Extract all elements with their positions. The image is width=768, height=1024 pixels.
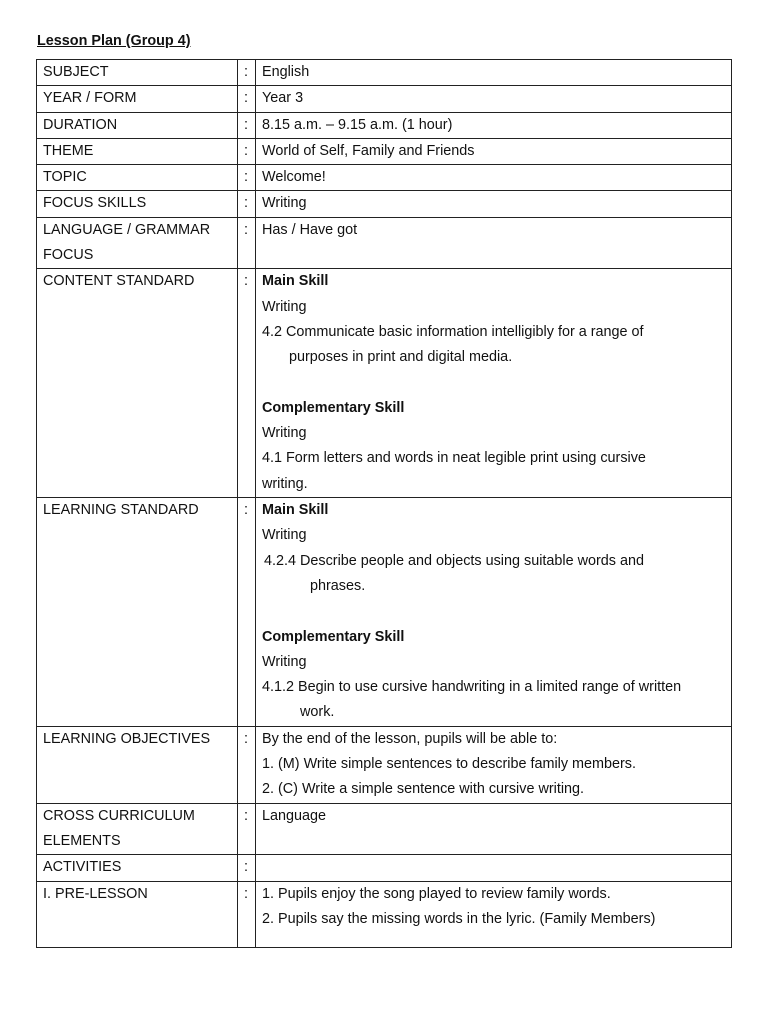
value-focus-skills: Writing [256, 191, 732, 217]
complementary-skill-name: Writing [262, 425, 307, 442]
complementary-standard-text: 4.1 Form letters and words in neat legible print using cursive [262, 450, 646, 467]
main-skill-heading: Main Skill [262, 502, 329, 519]
table-row-year-form [37, 86, 732, 112]
table-row-cross-curriculum [37, 803, 732, 855]
value-activities [256, 855, 732, 881]
colon-separator: : [238, 803, 256, 855]
colon-separator: : [238, 60, 256, 86]
colon-separator: : [238, 112, 256, 138]
colon-separator: : [238, 86, 256, 112]
colon-separator: : [238, 165, 256, 191]
table-row-subject [37, 60, 732, 86]
label-year-form: YEAR / FORM [37, 86, 238, 112]
lesson-plan-table [36, 59, 732, 948]
table-row-activities [37, 855, 732, 881]
value-grammar-focus: Has / Have got [256, 217, 732, 269]
spacer [262, 599, 725, 624]
value-cross-curriculum: Language [256, 803, 732, 855]
table-row-focus-skills [37, 191, 732, 217]
table-row-topic [37, 165, 732, 191]
label-theme: THEME [37, 138, 238, 164]
colon-separator: : [238, 726, 256, 803]
colon-separator: : [238, 498, 256, 727]
label-line: FOCUS [43, 247, 94, 264]
label-topic: TOPIC [37, 165, 238, 191]
label-duration: DURATION [37, 112, 238, 138]
value-learning-standard [256, 498, 732, 727]
value-topic: Welcome! [256, 165, 732, 191]
value-content-standard [256, 269, 732, 498]
table-row-theme [37, 138, 732, 164]
value-subject: English [256, 60, 732, 86]
main-standard-text-cont: phrases. [310, 577, 366, 594]
label-line: CROSS CURRICULUM [43, 807, 195, 824]
objectives-intro: By the end of the lesson, pupils will be able to: [262, 730, 558, 747]
label-subject: SUBJECT [37, 60, 238, 86]
colon-separator: : [238, 881, 256, 948]
colon-separator: : [238, 269, 256, 498]
value-learning-objectives [256, 726, 732, 803]
label-learning-standard: LEARNING STANDARD [37, 498, 238, 727]
value-duration: 8.15 a.m. – 9.15 a.m. (1 hour) [256, 112, 732, 138]
complementary-skill-heading: Complementary Skill [262, 628, 405, 645]
label-cross-curriculum [37, 803, 238, 855]
pre-lesson-step: 1. Pupils enjoy the song played to review family words. [262, 885, 611, 902]
spacer [262, 371, 725, 396]
table-row-learning-objectives [37, 726, 732, 803]
label-focus-skills: FOCUS SKILLS [37, 191, 238, 217]
complementary-standard-text-cont: writing. [262, 475, 308, 492]
label-activities: ACTIVITIES [37, 855, 238, 881]
document-title: Lesson Plan (Group 4) [37, 33, 191, 49]
main-standard-text-cont: purposes in print and digital media. [289, 349, 513, 366]
label-content-standard: CONTENT STANDARD [37, 269, 238, 498]
table-row-learning-standard [37, 498, 732, 727]
colon-separator: : [238, 855, 256, 881]
label-line: ELEMENTS [43, 832, 121, 849]
value-year-form: Year 3 [256, 86, 732, 112]
objective-item: 2. (C) Write a simple sentence with cursive writing. [262, 781, 585, 798]
value-theme: World of Self, Family and Friends [256, 138, 732, 164]
colon-separator: : [238, 191, 256, 217]
complementary-standard-text: 4.1.2 Begin to use cursive handwriting in a limited range of written [262, 679, 682, 696]
table-row-duration [37, 112, 732, 138]
main-standard-text: 4.2 Communicate basic information intelligibly for a range of [262, 323, 644, 340]
main-skill-heading: Main Skill [262, 273, 329, 290]
label-line: LANGUAGE / GRAMMAR [43, 221, 211, 238]
spacer [262, 932, 725, 947]
main-standard-text: 4.2.4 Describe people and objects using suitable words and [264, 552, 644, 569]
complementary-skill-name: Writing [262, 653, 307, 670]
table-row-content-standard [37, 269, 732, 498]
complementary-skill-heading: Complementary Skill [262, 399, 405, 416]
table-row-pre-lesson [37, 881, 732, 948]
table-row-grammar-focus [37, 217, 732, 269]
colon-separator: : [238, 217, 256, 269]
colon-separator: : [238, 138, 256, 164]
complementary-standard-text-cont: work. [300, 704, 335, 721]
main-skill-name: Writing [262, 298, 307, 315]
label-grammar-focus [37, 217, 238, 269]
label-learning-objectives: LEARNING OBJECTIVES [37, 726, 238, 803]
pre-lesson-step: 2. Pupils say the missing words in the lyric. (Family Members) [262, 910, 656, 927]
objective-item: 1. (M) Write simple sentences to describe family members. [262, 756, 637, 773]
label-pre-lesson: I. PRE-LESSON [37, 881, 238, 948]
main-skill-name: Writing [262, 527, 307, 544]
value-pre-lesson [256, 881, 732, 948]
